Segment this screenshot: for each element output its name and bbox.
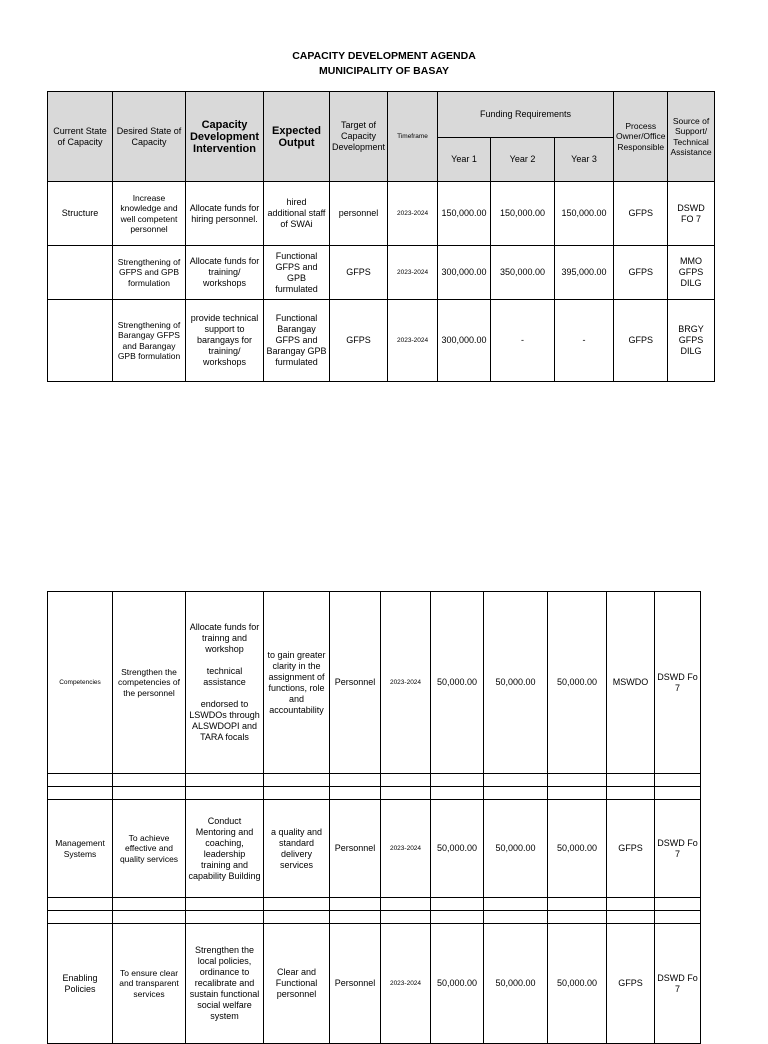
- year1-cell: 50,000.00: [431, 800, 484, 898]
- desired-state-cell: Strengthening of Barangay GFPS and Barangay GPB formulation: [113, 300, 186, 382]
- year3-cell: 50,000.00: [548, 592, 607, 774]
- owner-cell: GFPS: [614, 300, 668, 382]
- owner-cell: MSWDO: [607, 592, 655, 774]
- year1-cell: 50,000.00: [431, 592, 484, 774]
- source-cell: BRGY GFPS DILG: [668, 300, 714, 382]
- intervention-cell: Allocate funds for trainng and workshop technical assistance endorsed to LSWDOs through ALSWDOPI and TARA focals: [186, 592, 264, 774]
- desired-state-cell: To ensure clear and transparent services: [113, 924, 186, 1044]
- timeframe-cell: 2023-2024: [381, 924, 431, 1044]
- source-cell: DSWD Fo 7: [655, 592, 701, 774]
- intervention-cell: Conduct Mentoring and coaching, leadership training and capability Building: [186, 800, 264, 898]
- header-target: Target of Capacity Development: [330, 92, 388, 182]
- timeframe-cell: 2023-2024: [388, 182, 438, 246]
- timeframe-cell: 2023-2024: [381, 592, 431, 774]
- year1-cell: 50,000.00: [431, 924, 484, 1044]
- current-state-cell: Competencies: [48, 592, 113, 774]
- owner-cell: GFPS: [614, 182, 668, 246]
- year3-cell: 150,000.00: [555, 182, 614, 246]
- target-cell: personnel: [330, 182, 388, 246]
- spacer-row: [48, 898, 701, 911]
- table-row: [48, 924, 701, 1044]
- year3-cell: 395,000.00: [555, 246, 614, 300]
- source-cell: DSWD Fo 7: [655, 800, 701, 898]
- expected-output-cell: Clear and Functional personnel: [264, 924, 330, 1044]
- desired-state-cell: Increase knowledge and well competent personnel: [113, 182, 186, 246]
- spacer-row: [48, 787, 701, 800]
- expected-output-cell: to gain greater clarity in the assignment of functions, role and accountability: [264, 592, 330, 774]
- target-cell: Personnel: [330, 592, 381, 774]
- current-state-cell: Enabling Policies: [48, 924, 113, 1044]
- header-funding: Funding Requirements: [438, 92, 614, 138]
- document-title: CAPACITY DEVELOPMENT AGENDA: [292, 50, 476, 62]
- header-desired-state: Desired State of Capacity: [113, 92, 186, 182]
- expected-output-cell: hired additional staff of SWAi: [264, 182, 330, 246]
- desired-state-cell: Strengthen the competencies of the personnel: [113, 592, 186, 774]
- current-state-cell: Management Systems: [48, 800, 113, 898]
- target-cell: Personnel: [330, 800, 381, 898]
- header-year-2: Year 2: [491, 138, 555, 182]
- expected-output-cell: Functional Barangay GFPS and Barangay GPB furmulated: [264, 300, 330, 382]
- header-timeframe: Timeframe: [388, 92, 438, 182]
- source-cell: DSWD FO 7: [668, 182, 714, 246]
- year3-cell: -: [555, 300, 614, 382]
- timeframe-cell: 2023-2024: [388, 300, 438, 382]
- target-cell: Personnel: [330, 924, 381, 1044]
- intervention-cell: Allocate funds for hiring personnel.: [186, 182, 264, 246]
- header-source: Source of Support/ Technical Assistance: [668, 92, 714, 182]
- target-cell: GFPS: [330, 246, 388, 300]
- year1-cell: 150,000.00: [438, 182, 491, 246]
- year2-cell: 150,000.00: [491, 182, 555, 246]
- year2-cell: 50,000.00: [484, 800, 548, 898]
- year3-cell: 50,000.00: [548, 924, 607, 1044]
- owner-cell: GFPS: [607, 924, 655, 1044]
- expected-output-cell: Functional GFPS and GPB furmulated: [264, 246, 330, 300]
- spacer-row: [48, 774, 701, 787]
- source-cell: MMO GFPS DILG: [668, 246, 714, 300]
- table-row: [48, 300, 715, 382]
- owner-cell: GFPS: [607, 800, 655, 898]
- desired-state-cell: Strengthening of GFPS and GPB formulation: [113, 246, 186, 300]
- current-state-cell: Structure: [48, 182, 113, 246]
- intervention-cell: provide technical support to barangays for training/ workshops: [186, 300, 264, 382]
- source-cell: DSWD Fo 7: [655, 924, 701, 1044]
- year2-cell: -: [491, 300, 555, 382]
- year1-cell: 300,000.00: [438, 246, 491, 300]
- target-cell: GFPS: [330, 300, 388, 382]
- year1-cell: 300,000.00: [438, 300, 491, 382]
- intervention-cell: Strengthen the local policies, ordinance to recalibrate and sustain functional social welfare system: [186, 924, 264, 1044]
- header-current-state: Current State of Capacity: [48, 92, 113, 182]
- table-row: [48, 800, 701, 898]
- year3-cell: 50,000.00: [548, 800, 607, 898]
- header-expected-output: Expected Output: [264, 92, 330, 182]
- document-subtitle: MUNICIPALITY OF BASAY: [319, 65, 449, 77]
- current-state-cell: [48, 246, 113, 300]
- header-intervention: Capacity Development Intervention: [186, 92, 264, 182]
- year2-cell: 350,000.00: [491, 246, 555, 300]
- year2-cell: 50,000.00: [484, 924, 548, 1044]
- header-process-owner: Process Owner/Office Responsible: [614, 92, 668, 182]
- expected-output-cell: a quality and standard delivery services: [264, 800, 330, 898]
- table-row: [48, 592, 701, 774]
- timeframe-cell: 2023-2024: [388, 246, 438, 300]
- header-year-1: Year 1: [438, 138, 491, 182]
- capacity-table-2: [47, 591, 701, 1044]
- capacity-table-1: [47, 91, 715, 382]
- year2-cell: 50,000.00: [484, 592, 548, 774]
- owner-cell: GFPS: [614, 246, 668, 300]
- spacer-row: [48, 911, 701, 924]
- current-state-cell: [48, 300, 113, 382]
- header-year-3: Year 3: [555, 138, 614, 182]
- intervention-cell: Allocate funds for training/ workshops: [186, 246, 264, 300]
- timeframe-cell: 2023-2024: [381, 800, 431, 898]
- table-row: [48, 246, 715, 300]
- table-row: [48, 182, 715, 246]
- desired-state-cell: To achieve effective and quality services: [113, 800, 186, 898]
